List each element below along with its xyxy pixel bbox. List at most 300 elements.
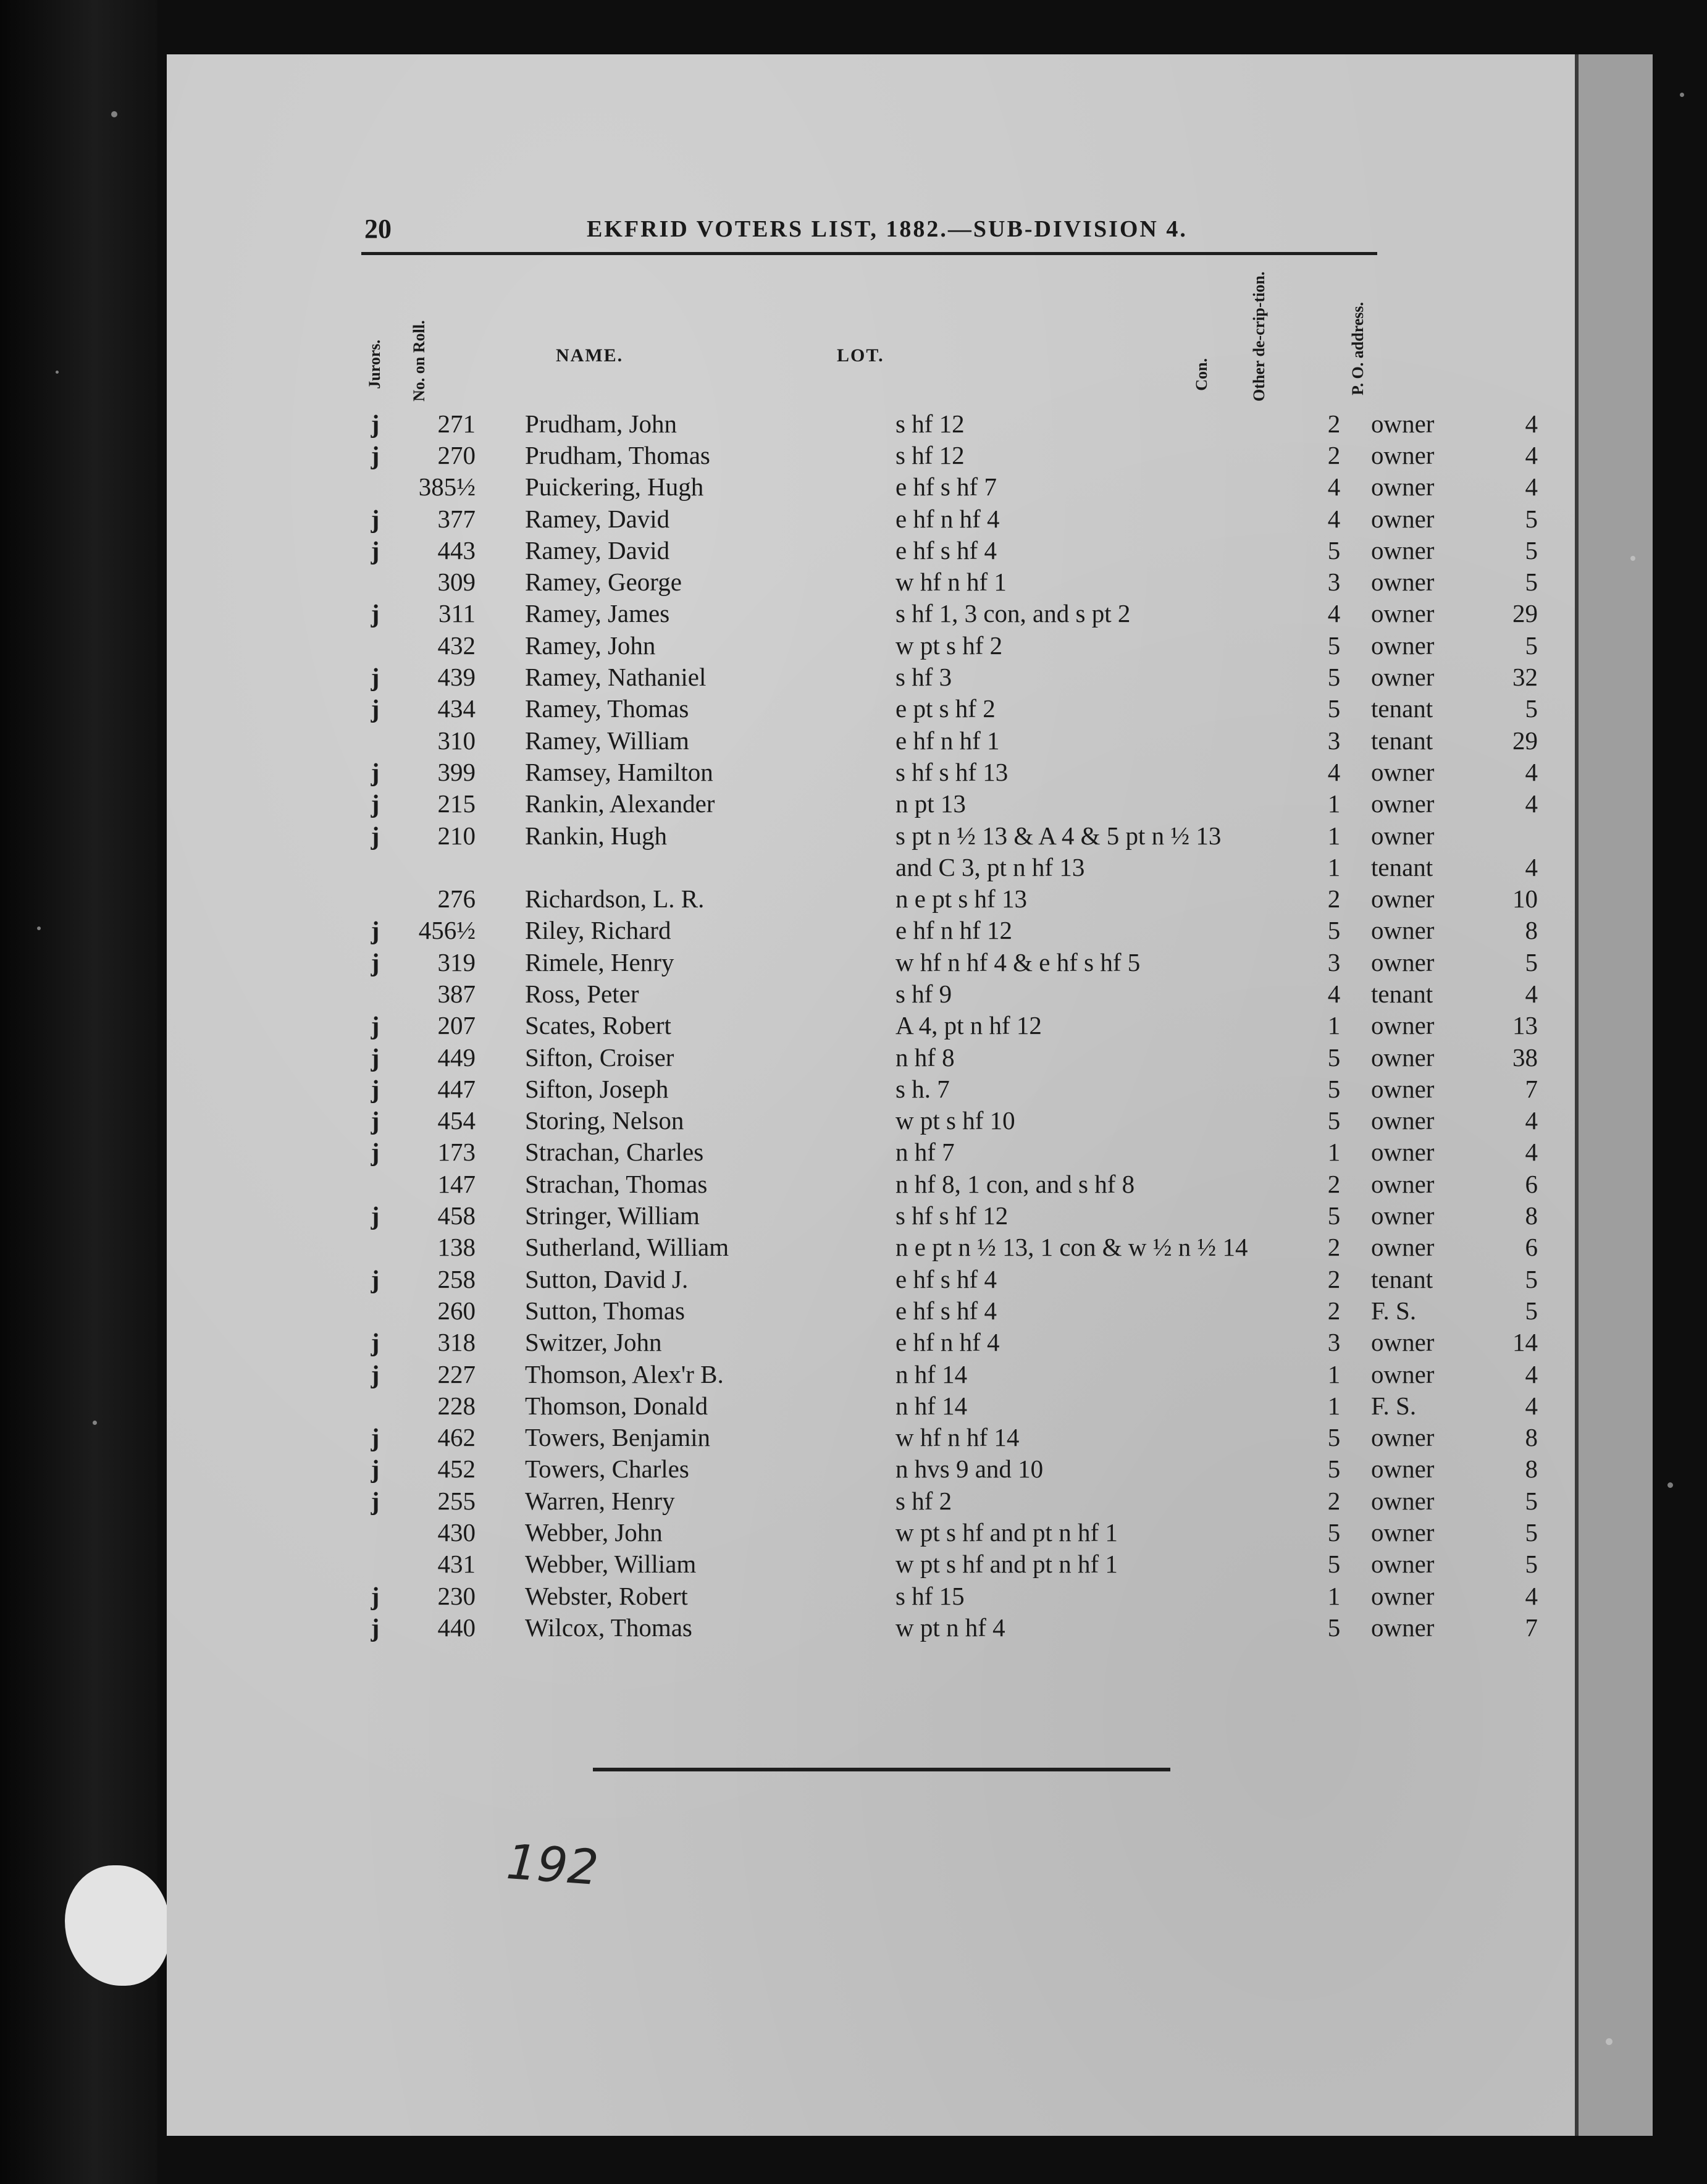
roll-number: 173 — [437, 1138, 476, 1167]
roll-number: 227 — [437, 1359, 476, 1388]
voters-table — [346, 408, 1538, 1644]
other-description: owner — [1371, 1518, 1435, 1547]
table-row — [346, 629, 1538, 661]
po-address: 10 — [1512, 884, 1538, 914]
facing-page-edge — [1575, 54, 1653, 2136]
po-address: 5 — [1525, 1518, 1538, 1547]
other-description: owner — [1371, 599, 1435, 628]
lot-description: w pt s hf and pt n hf 1 — [895, 1550, 1118, 1579]
po-address: 4 — [1525, 1581, 1538, 1610]
voter-name: Thomson, Alex'r B. — [525, 1359, 724, 1388]
lot-description: w pt s hf and pt n hf 1 — [895, 1518, 1118, 1547]
lot-description: s hf 15 — [895, 1581, 965, 1610]
roll-number: 309 — [437, 568, 476, 597]
table-row — [346, 1168, 1538, 1199]
roll-number: 310 — [437, 726, 476, 755]
table-row — [346, 1327, 1538, 1358]
roll-number: 228 — [437, 1391, 476, 1420]
concession: 5 — [1327, 663, 1341, 692]
table-row — [346, 1295, 1538, 1326]
juror-mark — [346, 629, 405, 661]
other-description: owner — [1371, 1423, 1435, 1452]
other-description: owner — [1371, 1359, 1435, 1388]
table-row — [346, 1232, 1538, 1263]
po-address: 5 — [1525, 631, 1538, 660]
voter-name: Richardson, L. R. — [525, 884, 705, 914]
juror-mark: j — [371, 947, 380, 976]
other-description: owner — [1371, 1455, 1435, 1484]
table-row — [346, 1073, 1538, 1104]
voter-name: Ramey, David — [525, 504, 670, 533]
roll-number: 215 — [437, 789, 476, 818]
concession: 2 — [1327, 1264, 1341, 1293]
roll-number: 138 — [437, 1233, 476, 1262]
other-description: owner — [1371, 472, 1435, 502]
roll-number: 311 — [438, 599, 476, 628]
other-description: owner — [1371, 1486, 1435, 1515]
juror-mark: j — [371, 694, 380, 723]
juror-mark — [346, 566, 405, 597]
po-address: 5 — [1525, 694, 1538, 723]
concession: 5 — [1327, 1550, 1341, 1579]
roll-number: 458 — [437, 1201, 476, 1230]
concession: 5 — [1327, 536, 1341, 565]
roll-number: 439 — [437, 663, 476, 692]
voter-name: Ramsey, Hamilton — [525, 757, 713, 786]
lot-description: s h. 7 — [895, 1074, 950, 1103]
lot-description: s hf 12 — [895, 409, 965, 438]
other-description: owner — [1371, 440, 1435, 469]
voter-name: Strachan, Thomas — [525, 1169, 708, 1198]
juror-mark — [346, 1295, 405, 1326]
juror-mark — [346, 471, 405, 503]
column-header-lot: LOT. — [837, 345, 884, 366]
juror-mark — [346, 1516, 405, 1548]
po-address: 5 — [1525, 947, 1538, 976]
po-address: 5 — [1525, 1486, 1538, 1515]
po-address: 8 — [1525, 1455, 1538, 1484]
voter-name: Sutton, Thomas — [525, 1296, 685, 1325]
other-description: owner — [1371, 1043, 1435, 1072]
voter-name: Strachan, Charles — [525, 1138, 704, 1167]
table-row — [346, 439, 1538, 471]
film-speck — [1606, 2038, 1613, 2045]
concession: 4 — [1327, 472, 1341, 502]
roll-number: 454 — [437, 1106, 476, 1135]
table-row — [346, 408, 1538, 439]
po-address: 4 — [1525, 1391, 1538, 1420]
table-row — [346, 883, 1538, 914]
juror-mark: j — [371, 821, 380, 850]
other-description: owner — [1371, 409, 1435, 438]
juror-mark — [346, 1232, 405, 1263]
voter-name: Storing, Nelson — [525, 1106, 684, 1135]
lot-description: n pt 13 — [895, 789, 966, 818]
voter-name: Ramey, James — [525, 599, 670, 628]
table-row — [346, 1010, 1538, 1041]
other-description: owner — [1371, 757, 1435, 786]
voter-name: Ramey, Thomas — [525, 694, 689, 723]
voter-name: Ramey, William — [525, 726, 689, 755]
table-row — [346, 788, 1538, 820]
other-description: owner — [1371, 1201, 1435, 1230]
other-description: owner — [1371, 663, 1435, 692]
other-description: owner — [1371, 916, 1435, 945]
voter-name: Sifton, Croiser — [525, 1043, 674, 1072]
concession: 2 — [1327, 1233, 1341, 1262]
juror-mark: j — [371, 1138, 380, 1167]
po-address: 4 — [1525, 757, 1538, 786]
table-row — [346, 915, 1538, 946]
voter-name: Ramey, David — [525, 536, 670, 565]
film-speck — [1680, 93, 1684, 97]
lot-description: s hf 12 — [895, 440, 965, 469]
po-address: 14 — [1512, 1328, 1538, 1357]
concession: 4 — [1327, 979, 1341, 1008]
po-address: 32 — [1512, 663, 1538, 692]
po-address: 4 — [1525, 1359, 1538, 1388]
lot-description: A 4, pt n hf 12 — [895, 1011, 1042, 1040]
roll-number: 260 — [437, 1296, 476, 1325]
concession: 3 — [1327, 726, 1341, 755]
voter-name: Warren, Henry — [525, 1486, 675, 1515]
voter-name: Wilcox, Thomas — [525, 1613, 692, 1642]
juror-mark — [346, 1168, 405, 1199]
juror-mark — [346, 851, 405, 883]
table-row — [346, 1611, 1538, 1643]
lot-description: s hf s hf 13 — [895, 757, 1009, 786]
juror-mark — [346, 1390, 405, 1421]
roll-number: 434 — [437, 694, 476, 723]
juror-mark: j — [371, 1201, 380, 1230]
other-description: owner — [1371, 1169, 1435, 1198]
juror-mark: j — [371, 504, 380, 533]
voter-name: Thomson, Donald — [525, 1391, 708, 1420]
concession: 3 — [1327, 1328, 1341, 1357]
juror-mark: j — [371, 1423, 380, 1452]
voter-name: Webber, William — [525, 1550, 697, 1579]
film-speck — [111, 111, 117, 117]
lot-description: n hf 8, 1 con, and s hf 8 — [895, 1169, 1135, 1198]
po-address: 13 — [1512, 1011, 1538, 1040]
lot-description: s hf 3 — [895, 663, 952, 692]
other-description: owner — [1371, 789, 1435, 818]
other-description: owner — [1371, 631, 1435, 660]
voter-name: Towers, Benjamin — [525, 1423, 711, 1452]
roll-number: 270 — [437, 440, 476, 469]
concession: 5 — [1327, 1423, 1341, 1452]
voter-name: Ramey, John — [525, 631, 656, 660]
film-speck — [93, 1421, 97, 1425]
po-address: 5 — [1525, 1550, 1538, 1579]
other-description: owner — [1371, 884, 1435, 914]
voter-name: Ramey, Nathaniel — [525, 663, 707, 692]
table-row — [346, 598, 1538, 629]
voter-name: Ross, Peter — [525, 979, 639, 1008]
handwritten-page-number: 192 — [505, 1834, 600, 1897]
po-address: 4 — [1525, 979, 1538, 1008]
column-header-po-address: P. O. address. — [1349, 302, 1367, 395]
juror-mark: j — [371, 1264, 380, 1293]
lot-description: s hf 2 — [895, 1486, 952, 1515]
roll-number — [405, 851, 476, 883]
concession: 1 — [1327, 1391, 1341, 1420]
po-address: 4 — [1525, 1138, 1538, 1167]
lot-description: w pt s hf 2 — [895, 631, 1003, 660]
voter-name: Prudham, Thomas — [525, 440, 710, 469]
other-description: owner — [1371, 1138, 1435, 1167]
other-description: owner — [1371, 821, 1435, 850]
po-address: 4 — [1525, 852, 1538, 881]
table-row — [346, 1390, 1538, 1421]
voter-name: Ramey, George — [525, 568, 682, 597]
lot-description: e hf n hf 1 — [895, 726, 1000, 755]
roll-number: 440 — [437, 1613, 476, 1642]
film-speck — [1630, 556, 1635, 561]
po-address: 38 — [1512, 1043, 1538, 1072]
table-row — [346, 820, 1538, 851]
roll-number: 377 — [437, 504, 476, 533]
juror-mark: j — [371, 916, 380, 945]
page-number: 20 — [364, 214, 392, 244]
juror-mark: j — [371, 1613, 380, 1642]
table-row — [346, 1199, 1538, 1231]
other-description: owner — [1371, 1328, 1435, 1357]
po-address: 8 — [1525, 916, 1538, 945]
table-row — [346, 1136, 1538, 1168]
lot-description: e pt s hf 2 — [895, 694, 996, 723]
voter-name: Rankin, Hugh — [525, 821, 668, 850]
juror-mark — [346, 1548, 405, 1580]
other-description: owner — [1371, 1011, 1435, 1040]
roll-number: 258 — [437, 1264, 476, 1293]
po-address: 29 — [1512, 726, 1538, 755]
lot-description: e hf s hf 4 — [895, 536, 997, 565]
lot-description: s pt n ½ 13 & A 4 & 5 pt n ½ 13 — [895, 821, 1222, 850]
lot-description: s hf 9 — [895, 979, 952, 1008]
juror-mark — [346, 724, 405, 756]
table-row — [346, 661, 1538, 692]
other-description: tenant — [1371, 726, 1433, 755]
po-address: 4 — [1525, 472, 1538, 502]
voter-name: Rimele, Henry — [525, 947, 674, 976]
concession: 4 — [1327, 599, 1341, 628]
other-description: owner — [1371, 1233, 1435, 1262]
table-row — [346, 1358, 1538, 1390]
table-row — [346, 693, 1538, 724]
lot-description: s hf s hf 12 — [895, 1201, 1009, 1230]
table-row — [346, 503, 1538, 534]
roll-number: 147 — [437, 1169, 476, 1198]
po-address: 4 — [1525, 789, 1538, 818]
concession: 1 — [1327, 1359, 1341, 1388]
table-row — [346, 534, 1538, 566]
concession: 5 — [1327, 916, 1341, 945]
juror-mark: j — [371, 1074, 380, 1103]
roll-number: 432 — [437, 631, 476, 660]
other-description: owner — [1371, 568, 1435, 597]
roll-number: 387 — [437, 979, 476, 1008]
voter-name: Sifton, Joseph — [525, 1074, 669, 1103]
lot-description: n hf 14 — [895, 1359, 968, 1388]
table-row — [346, 724, 1538, 756]
concession: 3 — [1327, 568, 1341, 597]
concession: 5 — [1327, 694, 1341, 723]
concession: 1 — [1327, 1011, 1341, 1040]
roll-number: 431 — [437, 1550, 476, 1579]
concession: 1 — [1327, 852, 1341, 881]
concession: 2 — [1327, 1296, 1341, 1325]
table-row — [346, 1516, 1538, 1548]
roll-number: 456½ — [418, 916, 476, 945]
juror-mark: j — [371, 757, 380, 786]
other-description: owner — [1371, 1613, 1435, 1642]
roll-number: 449 — [437, 1043, 476, 1072]
voter-name: Stringer, William — [525, 1201, 700, 1230]
lot-description: s hf 1, 3 con, and s pt 2 — [895, 599, 1131, 628]
lot-description: w pt n hf 4 — [895, 1613, 1005, 1642]
lot-description: w hf n hf 1 — [895, 568, 1007, 597]
roll-number: 385½ — [418, 472, 476, 502]
concession: 4 — [1327, 504, 1341, 533]
concession: 4 — [1327, 757, 1341, 786]
concession: 2 — [1327, 409, 1341, 438]
po-address: 5 — [1525, 568, 1538, 597]
lot-description: n e pt s hf 13 — [895, 884, 1027, 914]
other-description: owner — [1371, 1106, 1435, 1135]
other-description: tenant — [1371, 1264, 1433, 1293]
film-speck — [37, 926, 41, 930]
po-address: 5 — [1525, 1296, 1538, 1325]
table-row — [346, 1422, 1538, 1453]
lot-description: e hf s hf 4 — [895, 1264, 997, 1293]
other-description: owner — [1371, 1550, 1435, 1579]
table-row — [346, 1105, 1538, 1136]
other-description: F. S. — [1371, 1391, 1417, 1420]
roll-number: 318 — [437, 1328, 476, 1357]
other-description: F. S. — [1371, 1296, 1417, 1325]
table-row — [346, 1263, 1538, 1295]
column-header-no-on-roll: No. on Roll. — [410, 320, 428, 401]
po-address: 5 — [1525, 504, 1538, 533]
juror-mark: j — [371, 1486, 380, 1515]
other-description: owner — [1371, 947, 1435, 976]
column-header-other-description: Other de-crip-tion. — [1250, 271, 1268, 401]
concession: 5 — [1327, 1613, 1341, 1642]
po-address: 7 — [1525, 1074, 1538, 1103]
other-description: owner — [1371, 1581, 1435, 1610]
roll-number: 207 — [437, 1011, 476, 1040]
concession: 1 — [1327, 1581, 1341, 1610]
lot-description: and C 3, pt n hf 13 — [895, 852, 1085, 881]
roll-number: 430 — [437, 1518, 476, 1547]
concession: 5 — [1327, 1074, 1341, 1103]
concession: 5 — [1327, 1455, 1341, 1484]
juror-mark: j — [371, 1359, 380, 1388]
film-edge — [0, 0, 157, 2184]
juror-mark: j — [371, 789, 380, 818]
table-row — [346, 1485, 1538, 1516]
po-address: 4 — [1525, 440, 1538, 469]
voter-name: Puickering, Hugh — [525, 472, 704, 502]
juror-mark — [346, 883, 405, 914]
header-rule — [361, 252, 1377, 255]
juror-mark: j — [371, 1581, 380, 1610]
voter-name: Riley, Richard — [525, 916, 671, 945]
po-address: 8 — [1525, 1423, 1538, 1452]
lot-description: w pt s hf 10 — [895, 1106, 1015, 1135]
concession: 1 — [1327, 1138, 1341, 1167]
concession: 2 — [1327, 1169, 1341, 1198]
roll-number: 447 — [437, 1074, 476, 1103]
voter-name: Towers, Charles — [525, 1455, 689, 1484]
lot-description: e hf s hf 7 — [895, 472, 997, 502]
lot-description: n hf 14 — [895, 1391, 968, 1420]
juror-mark: j — [371, 1455, 380, 1484]
table-row — [346, 1580, 1538, 1611]
juror-mark: j — [371, 409, 380, 438]
voter-name: Webster, Robert — [525, 1581, 688, 1610]
table-row — [346, 1453, 1538, 1485]
table-row — [346, 566, 1538, 597]
running-head: EKFRID VOTERS LIST, 1882.—SUB-DIVISION 4. — [587, 216, 1188, 242]
po-address: 8 — [1525, 1201, 1538, 1230]
juror-mark: j — [371, 536, 380, 565]
juror-mark: j — [371, 663, 380, 692]
other-description: tenant — [1371, 979, 1433, 1008]
table-row — [346, 471, 1538, 503]
table-row — [346, 851, 1538, 883]
roll-number: 452 — [437, 1455, 476, 1484]
voter-name: Sutherland, William — [525, 1233, 729, 1262]
concession: 5 — [1327, 1106, 1341, 1135]
lot-description: n hf 8 — [895, 1043, 955, 1072]
po-address: 6 — [1525, 1169, 1538, 1198]
concession: 5 — [1327, 1201, 1341, 1230]
other-description: owner — [1371, 536, 1435, 565]
voter-name: Rankin, Alexander — [525, 789, 715, 818]
voter-name: Scates, Robert — [525, 1011, 671, 1040]
concession: 5 — [1327, 631, 1341, 660]
lot-description: w hf n hf 4 & e hf s hf 5 — [895, 947, 1141, 976]
roll-number: 210 — [437, 821, 476, 850]
table-row — [346, 1548, 1538, 1580]
roll-number: 255 — [437, 1486, 476, 1515]
po-address: 6 — [1525, 1233, 1538, 1262]
juror-mark: j — [371, 1043, 380, 1072]
concession: 5 — [1327, 1518, 1341, 1547]
concession: 2 — [1327, 1486, 1341, 1515]
concession: 3 — [1327, 947, 1341, 976]
voters-table-body — [346, 408, 1538, 1644]
column-header-con: Con. — [1193, 358, 1210, 391]
concession: 1 — [1327, 821, 1341, 850]
roll-number: 462 — [437, 1423, 476, 1452]
column-header-jurors: Jurors. — [366, 340, 384, 389]
film-speck — [1667, 1482, 1673, 1488]
lot-description: e hf n hf 4 — [895, 1328, 1000, 1357]
roll-number: 319 — [437, 947, 476, 976]
other-description: owner — [1371, 504, 1435, 533]
concession: 5 — [1327, 1043, 1341, 1072]
po-address: 4 — [1525, 409, 1538, 438]
footer-rule — [593, 1768, 1170, 1771]
other-description: tenant — [1371, 852, 1433, 881]
lot-description: e hf n hf 4 — [895, 504, 1000, 533]
concession: 2 — [1327, 440, 1341, 469]
table-row — [346, 1041, 1538, 1073]
po-address: 7 — [1525, 1613, 1538, 1642]
